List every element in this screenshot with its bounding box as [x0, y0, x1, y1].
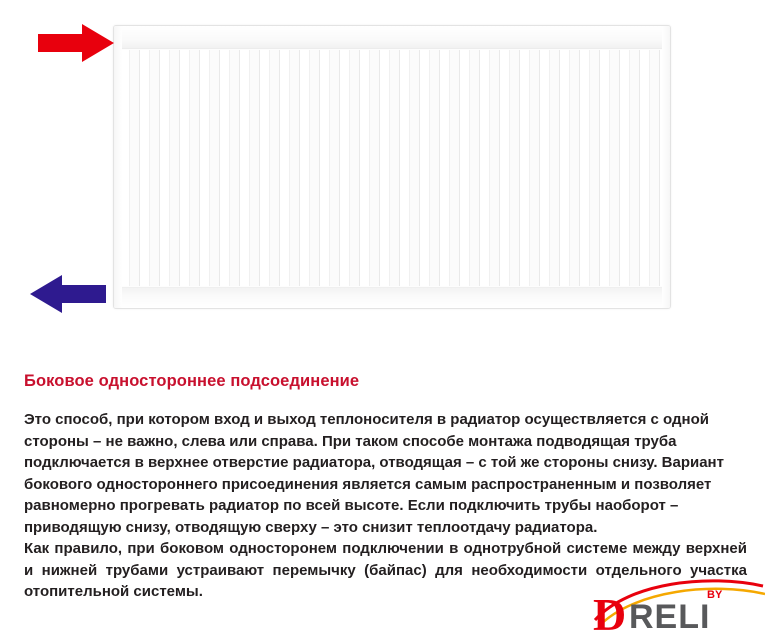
- paragraph-1: Это способ, при котором вход и выход теплоносителя в радиатор осуществляется с одной стороны – не важно, слева или справа. При таком способе монтажа подводящая труба подключается в верхнее отверстие радиатора, отводящая – с той же стороны снизу. Вариант бокового одностороннего присоединения является самым распространенным и позволяет равномерно прогревать радиатор по всей высоте. Если подключить трубы наоборот – приводящую снизу, отводящую сверху – это снизит теплоотдачу радиатора.: [24, 411, 724, 536]
- section-heading: Боковое одностороннее подсоединение: [24, 372, 360, 390]
- radiator-top-cap: [114, 26, 670, 49]
- article-content: [0, 350, 771, 603]
- paragraph-2: Как правило, при боковом односторонем подключении в однотрубной системе между верхней и нижней трубами устраивают перемычку (байпас) для необходимости отдельного участка отопительной системы.: [24, 540, 747, 600]
- brand-logo: [589, 574, 765, 638]
- svg-text:D: D: [593, 589, 627, 638]
- outlet-arrow-icon: [30, 275, 106, 313]
- radiator-right-edge: [662, 26, 670, 308]
- radiator-bottom-cap: [114, 287, 670, 308]
- inlet-arrow-icon: [38, 24, 114, 62]
- radiator-fins: [120, 50, 664, 286]
- panel-radiator: [113, 25, 671, 309]
- radiator-left-edge: [114, 26, 122, 308]
- svg-text:BY: BY: [707, 589, 723, 601]
- svg-text:RELI: RELI: [629, 598, 711, 636]
